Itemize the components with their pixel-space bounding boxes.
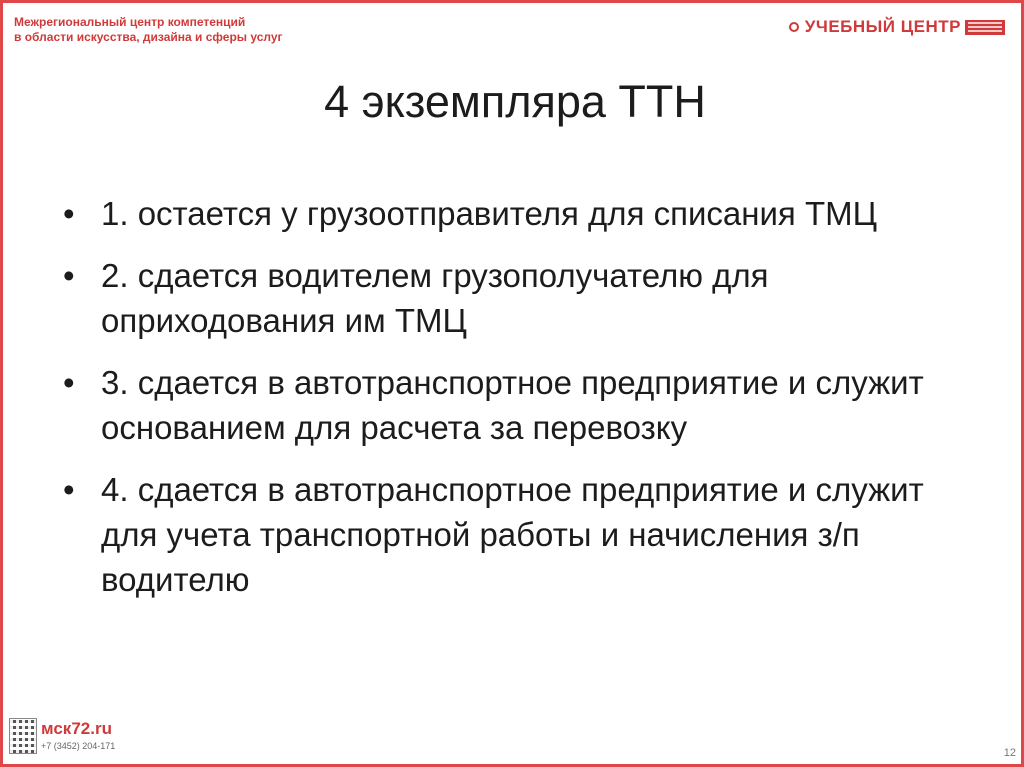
organization-line-2: в области искусства, дизайна и сферы услуг: [14, 30, 283, 44]
slide-title: 4 экземпляра ТТН: [324, 76, 706, 127]
list-item: [61, 253, 961, 343]
brand-logo: [789, 17, 1005, 37]
bullet-icon: •: [63, 364, 75, 401]
organization-line-1: Межрегиональный центр компетенций: [14, 15, 246, 29]
footer-site-link[interactable]: мск72.ru: [41, 719, 112, 738]
bullet-icon: •: [63, 471, 75, 508]
list-item: [61, 360, 961, 450]
list-item-text: 3. сдается в автотранспортное предприятие и служит основанием для расчета за перевозку: [101, 364, 924, 446]
footer-phone: +7 (3452) 204-171: [41, 741, 116, 751]
bullet-list: [61, 191, 961, 619]
organization-name: [14, 15, 283, 45]
list-item: [61, 467, 961, 602]
list-item-text: 4. сдается в автотранспортное предприятие и служит для учета транспортной работы и начисления з/п водителю: [101, 471, 924, 598]
brand-tag-icon: [965, 20, 1005, 35]
list-item-text: 2. сдается водителем грузополучателю для оприходования им ТМЦ: [101, 257, 769, 339]
circle-icon: [789, 22, 799, 32]
bullet-icon: •: [63, 195, 75, 232]
bullet-icon: •: [63, 257, 75, 294]
list-item-text: 1. остается у грузоотправителя для списания ТМЦ: [101, 195, 878, 232]
qr-code-icon: [10, 719, 36, 753]
list-item: [61, 191, 961, 236]
page-number: 12: [1003, 747, 1016, 759]
brand-name: УЧЕБНЫЙ ЦЕНТР: [804, 17, 961, 36]
